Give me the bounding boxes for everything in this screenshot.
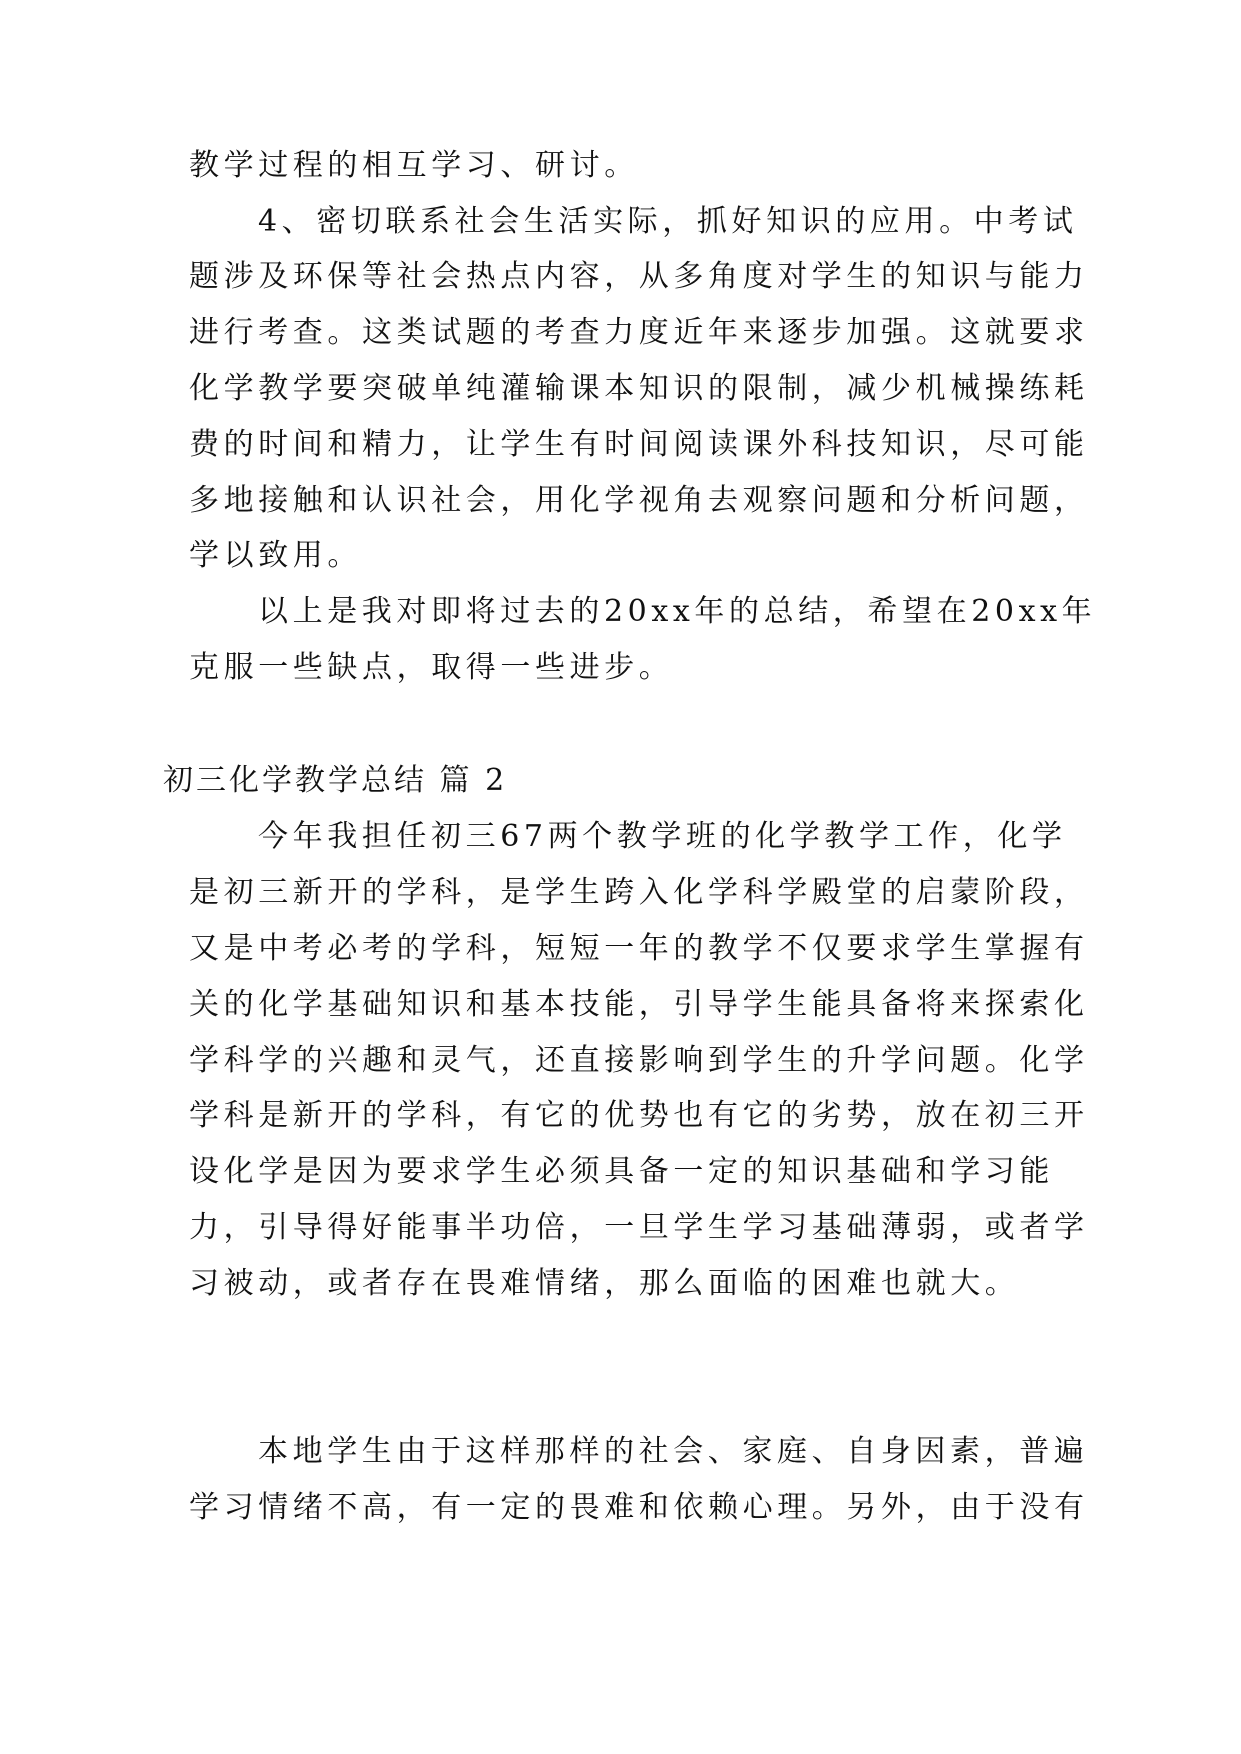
paragraph-line: 习被动，或者存在畏难情绪，那么面临的困难也就大。	[189, 1266, 1020, 1301]
paragraph-line: 学科是新开的学科，有它的优势也有它的劣势，放在初三开	[189, 1098, 1089, 1133]
paragraph-line: 化学教学要突破单纯灌输课本知识的限制，减少机械操练耗	[189, 371, 1089, 406]
paragraph-line: 又是中考必考的学科，短短一年的教学不仅要求学生掌握有	[189, 931, 1089, 966]
paragraph-line: 以上是我对即将过去的20xx年的总结，希望在20xx年	[258, 594, 1097, 629]
paragraph-line: 克服一些缺点，取得一些进步。	[189, 650, 674, 685]
paragraph-line: 力，引导得好能事半功倍，一旦学生学习基础薄弱，或者学	[189, 1210, 1089, 1245]
paragraph-line: 设化学是因为要求学生必须具备一定的知识基础和学习能	[189, 1154, 1054, 1189]
paragraph-line: 学以致用。	[189, 538, 362, 573]
paragraph-line: 关的化学基础知识和基本技能，引导学生能具备将来探索化	[189, 987, 1089, 1022]
section-heading: 初三化学教学总结 篇 2	[163, 763, 508, 798]
paragraph-line: 题涉及环保等社会热点内容，从多角度对学生的知识与能力	[189, 259, 1089, 294]
paragraph-line: 4、密切联系社会生活实际，抓好知识的应用。中考试	[258, 204, 1078, 239]
paragraph-line: 是初三新开的学科，是学生跨入化学科学殿堂的启蒙阶段，	[189, 875, 1089, 910]
paragraph-line: 教学过程的相互学习、研讨。	[189, 148, 639, 183]
paragraph-line: 学习情绪不高，有一定的畏难和依赖心理。另外，由于没有	[189, 1490, 1089, 1525]
paragraph-line: 今年我担任初三67两个教学班的化学教学工作，化学	[258, 819, 1067, 854]
paragraph-line: 多地接触和认识社会，用化学视角去观察问题和分析问题，	[189, 483, 1089, 518]
paragraph-line: 费的时间和精力，让学生有时间阅读课外科技知识，尽可能	[189, 427, 1089, 462]
paragraph-line: 进行考查。这类试题的考查力度近年来逐步加强。这就要求	[189, 315, 1089, 350]
paragraph-line: 学科学的兴趣和灵气，还直接影响到学生的升学问题。化学	[189, 1043, 1089, 1078]
paragraph-line: 本地学生由于这样那样的社会、家庭、自身因素，普遍	[258, 1434, 1089, 1469]
